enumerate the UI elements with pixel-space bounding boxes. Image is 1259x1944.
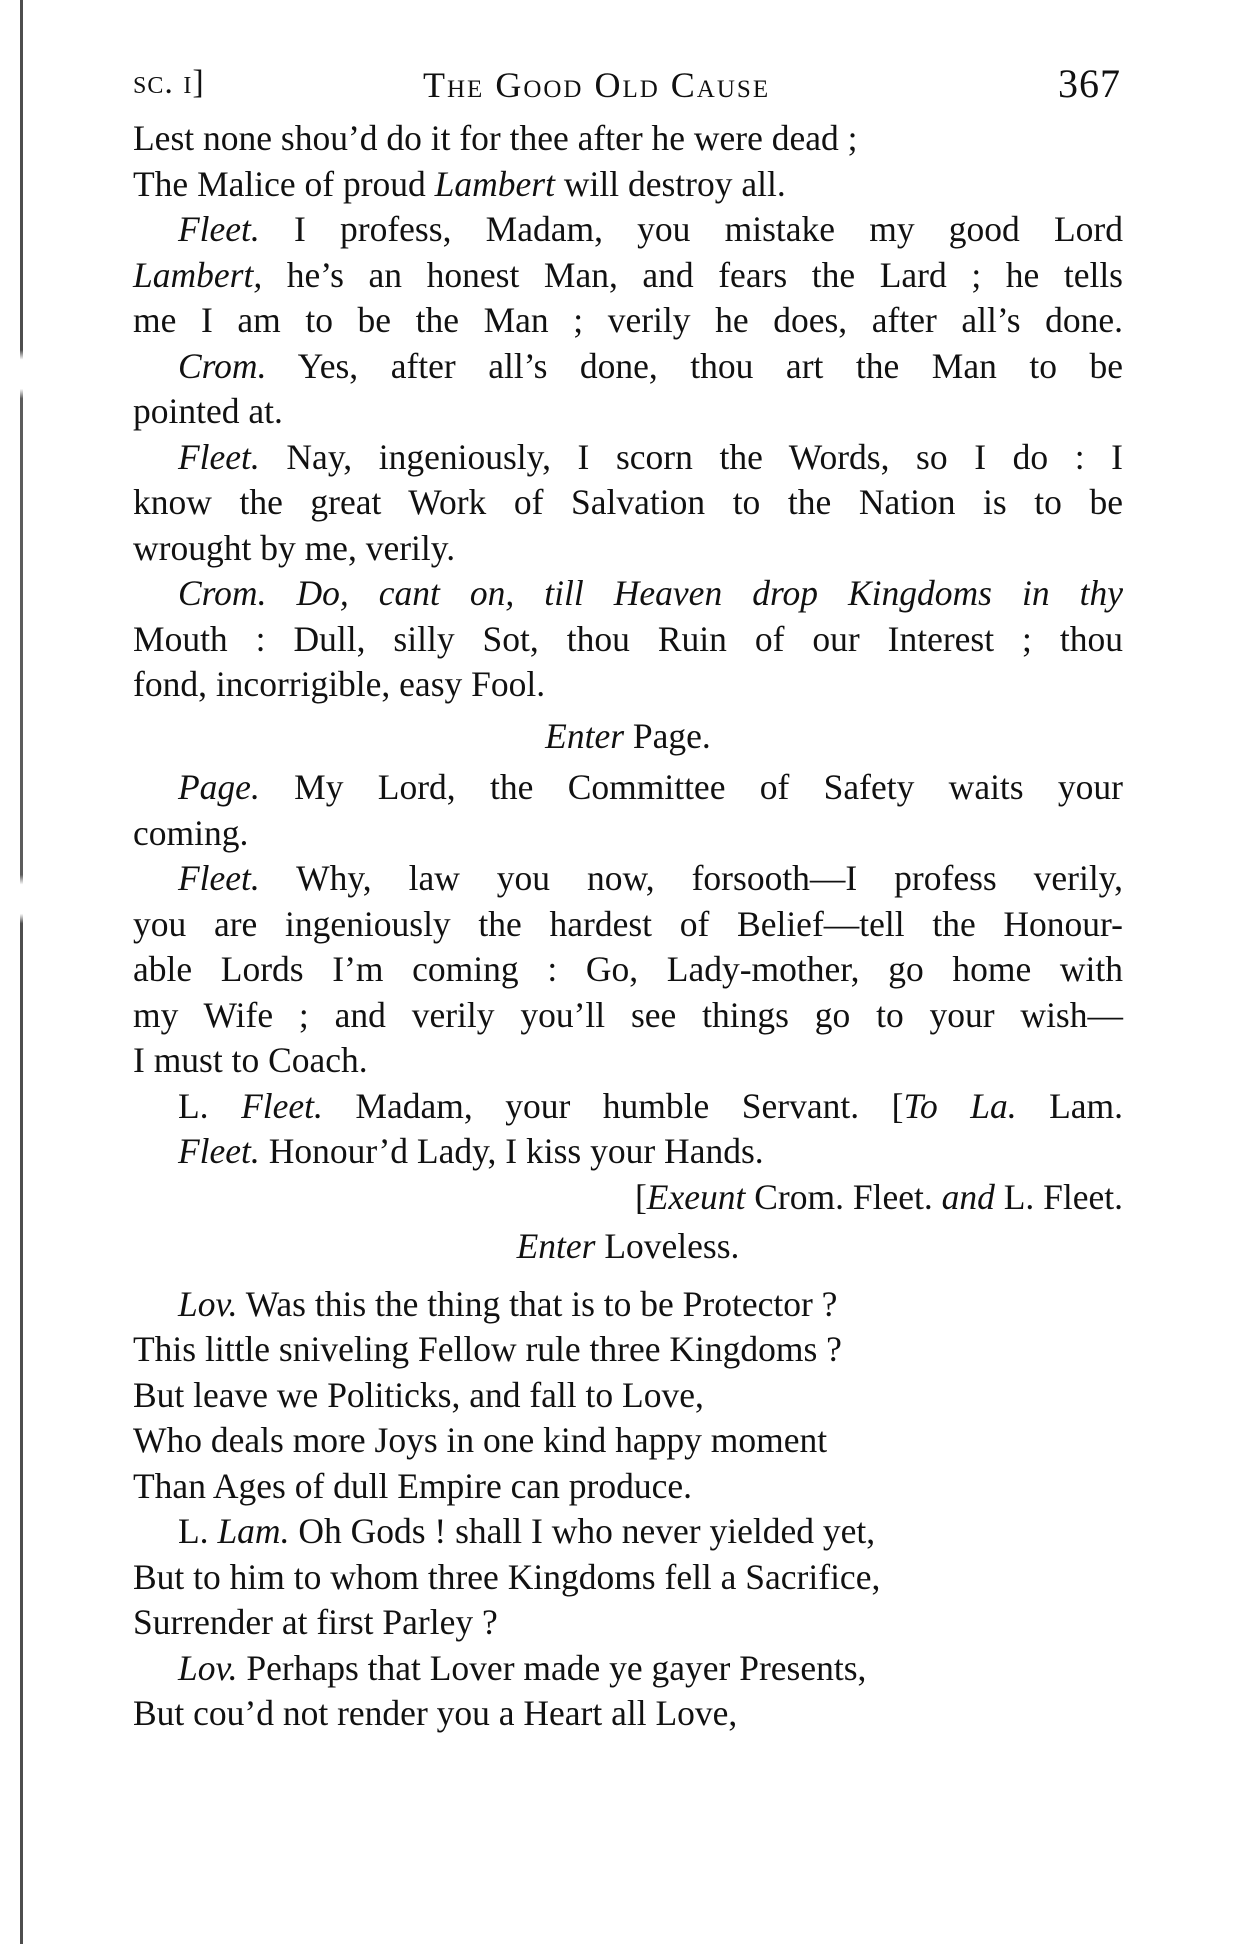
- line-text: know the great Work of Salvation to the Nation is to be: [133, 482, 1123, 522]
- line-text: will destroy all.: [563, 163, 786, 204]
- line-text: Madam, your humble Servant.: [355, 1085, 860, 1126]
- stage-direction: [133, 1175, 1123, 1221]
- line-text: Nay, ingeniously, I scorn the Words, so I do : I: [286, 436, 1124, 477]
- speech-line: [133, 480, 1123, 526]
- verse-line: [133, 1509, 1133, 1555]
- speech-line: [133, 993, 1123, 1039]
- verse-line: [133, 1418, 1133, 1464]
- line-text: Than Ages of dull Empire can produce.: [133, 1465, 692, 1506]
- line-text: Do, cant on, till Heaven drop Kingdoms in thy: [296, 573, 1124, 613]
- character-name: Loveless.: [604, 1226, 740, 1266]
- speech-line: [133, 298, 1123, 344]
- stage-verb: Enter: [545, 715, 625, 756]
- line-text: Yes, after all’s done, thou art the Man to be: [297, 345, 1123, 386]
- line-text: But to him to whom three Kingdoms fell a Sacrifice,: [133, 1556, 881, 1597]
- line-text: I must to Coach.: [133, 1040, 368, 1080]
- speaker-prefix: L.: [178, 1085, 209, 1126]
- line-text: able Lords I’m coming : Go, Lady-mother, go home with: [133, 949, 1123, 989]
- line-text: My Lord, the Committee of Safety waits your: [294, 767, 1124, 807]
- page-number: 367: [1058, 61, 1121, 106]
- speaker-name: Crom.: [178, 345, 267, 386]
- line-text: Perhaps that Lover made ye gayer Presents,: [246, 1647, 867, 1688]
- verse-line: [133, 1464, 1133, 1510]
- speech-line: [133, 389, 1133, 435]
- line-text: wrought by me, verily.: [133, 527, 456, 568]
- stage-verb: Enter: [516, 1226, 596, 1266]
- line-text: But leave we Politicks, and fall to Love,: [133, 1374, 704, 1415]
- speech-line: [133, 662, 1133, 708]
- line-text: me I am to be the Man ; verily he does, after all’s done.: [133, 300, 1123, 340]
- conjunction: and: [941, 1176, 995, 1217]
- line-text: coming.: [133, 812, 249, 853]
- stage-verb: Exeunt: [646, 1176, 746, 1217]
- speech-line: [133, 1129, 1133, 1175]
- verse-line: [133, 1691, 1133, 1737]
- running-header: [133, 60, 1133, 116]
- stage-direction: [133, 1224, 1123, 1270]
- speaker-name: Fleet.: [178, 209, 260, 249]
- stage-direction-text: To La.: [903, 1085, 1017, 1126]
- speech-line: [133, 344, 1123, 390]
- line-text: Oh Gods ! shall I who never yielded yet,: [298, 1511, 876, 1551]
- speaker-name: Crom.: [178, 573, 267, 613]
- character-name: Fleet.: [1043, 1176, 1123, 1217]
- line-text: I profess, Madam, you mistake my good Lord: [294, 209, 1123, 249]
- speech-line: [133, 435, 1123, 481]
- character-name: Page.: [632, 715, 711, 756]
- speaker-prefix: L.: [1003, 1176, 1035, 1217]
- speaker-name: Fleet.: [178, 1131, 260, 1171]
- speech-line: [133, 947, 1123, 993]
- book-page: [133, 60, 1133, 1737]
- line-text: Surrender at first Parley ?: [133, 1602, 498, 1642]
- verse-line: [133, 162, 1133, 208]
- line-text: Honour’d Lady, I kiss your Hands.: [268, 1131, 764, 1171]
- page-edge-line: [20, 0, 23, 1944]
- bracket: [: [891, 1085, 904, 1126]
- running-title: The Good Old Cause: [423, 65, 771, 105]
- line-text: The Malice of proud: [133, 163, 426, 204]
- speaker-name: Page.: [178, 767, 260, 807]
- character-name: Lambert: [434, 163, 555, 204]
- line-text: This little sniveling Fellow rule three Kingdoms ?: [133, 1329, 842, 1369]
- line-text: my Wife ; and verily you’ll see things go to your wish—: [133, 994, 1123, 1035]
- speech-line: [133, 811, 1133, 857]
- verse-line: [133, 116, 1133, 162]
- speaker-name: Lov.: [178, 1647, 238, 1688]
- speech-line: [133, 526, 1133, 572]
- speech-line: [133, 253, 1123, 299]
- speech-line: [133, 856, 1123, 902]
- line-text: Who deals more Joys in one kind happy moment: [133, 1420, 828, 1460]
- speech-line: [133, 902, 1123, 948]
- verse-line: [133, 1555, 1133, 1601]
- verse-line: [133, 1327, 1133, 1373]
- verse-line: [133, 1282, 1133, 1328]
- speech-line: [133, 1084, 1123, 1130]
- speaker-prefix: L.: [178, 1511, 209, 1551]
- line-text: Why, law you now, forsooth—I profess verily,: [296, 858, 1124, 898]
- line-text: But cou’d not render you a Heart all Love,: [133, 1693, 738, 1733]
- speech-line: [133, 207, 1123, 253]
- speaker-name: Fleet.: [178, 858, 260, 898]
- character-name: Lambert,: [133, 254, 263, 295]
- speech-line: [133, 571, 1123, 617]
- line-text: pointed at.: [133, 391, 283, 431]
- character-names: Crom. Fleet.: [754, 1176, 933, 1217]
- bracket: [: [634, 1176, 647, 1217]
- verse-line: [133, 1373, 1133, 1419]
- line-text: Was this the thing that is to be Protector ?: [245, 1283, 838, 1324]
- speech-line: [133, 1038, 1133, 1084]
- line-text: you are ingeniously the hardest of Belief—tell the Honour-: [133, 903, 1123, 944]
- line-text: Mouth : Dull, silly Sot, thou Ruin of our Interest ; thou: [133, 618, 1123, 659]
- line-text: he’s an honest Man, and fears the Lard ; he tells: [286, 254, 1123, 295]
- speaker-name: Lam.: [217, 1511, 290, 1551]
- speaker-name: Lov.: [178, 1283, 238, 1324]
- speaker-name: Fleet.: [178, 436, 260, 477]
- line-text: fond, incorrigible, easy Fool.: [133, 664, 546, 704]
- speaker-name: Fleet.: [241, 1085, 323, 1126]
- section-marker: sc. i]: [133, 64, 205, 101]
- line-text: Lest none shou’d do it for thee after he were dead ;: [133, 118, 858, 158]
- verse-line: [133, 1600, 1133, 1646]
- speech-line: [133, 765, 1123, 811]
- character-name: Lam.: [1049, 1085, 1124, 1126]
- speech-line: [133, 617, 1123, 663]
- stage-direction: [133, 714, 1123, 760]
- verse-line: [133, 1646, 1133, 1692]
- spacer: [133, 1270, 1133, 1282]
